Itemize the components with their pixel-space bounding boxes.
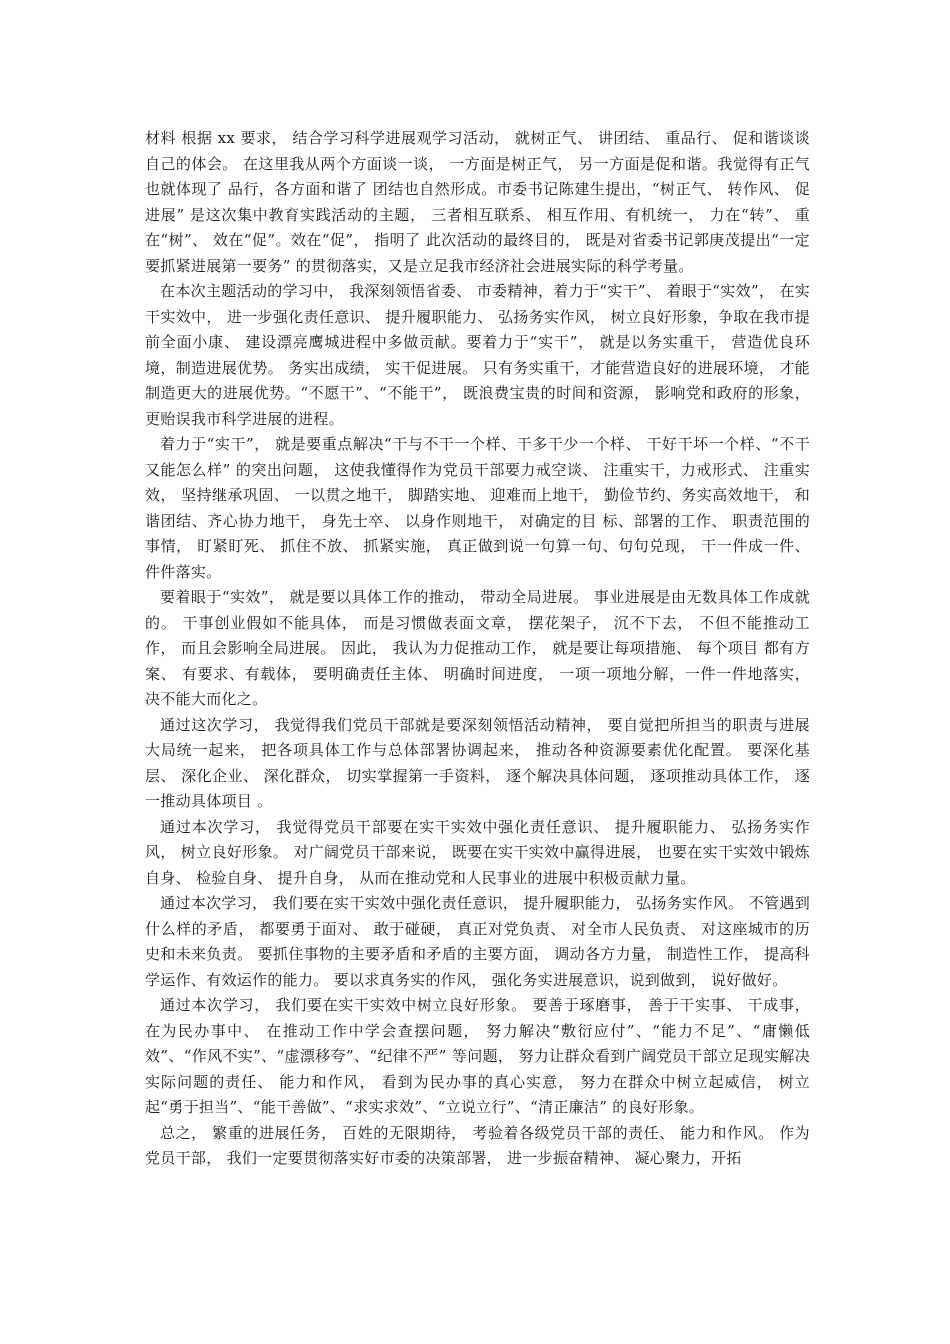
paragraph-3: 着力于“实干”， 就是要重点解决“干与不干一个样、干多干少一个样、 干好干坏一个样、“不干又能怎么样” 的突出问题， 这使我懂得作为党员干部要力戒空谈、 注重实干，力戒形式、 注重实效， 坚持继承巩固、 一以贯之地干， 脚踏实地、 迎难而上地干， 勤俭节约、务实高效地干， 和谐团结、齐心协力地干， 身先士卒、 以身作则地干， 对确定的目 标、部署的工作、 职责范围的事情， 盯紧盯死、 抓住不放、 抓紧实施， 真正做到说一句算一句、句句兑现， 干一件成一件、件件落实。 <box>145 435 810 581</box>
paragraph-7: 通过本次学习， 我们要在实干实效中强化责任意识， 提升履职能力， 弘扬务实作风。 不管遇到什么样的矛盾， 都要勇于面对、 敢于碰硬， 真正对党负责、 对全市人民负责、 对这座城市的历史和未来负责。 要抓住事物的主要矛盾和矛盾的主要方面， 调动各方力量， 制造性工作， 提高科学运作、有效运作的能力。 要以求真务实的作风， 强化务实进展意识，说到做到， 说好做好。 <box>145 894 810 989</box>
paragraph-8: 通过本次学习， 我们要在实干实效中树立良好形象。 要善于琢磨事， 善于干实事、 干成事， 在为民办事中、 在推动工作中学会查摆问题， 努力解决“敷衍应付”、“能力不足”、“庸懒低效”、“作风不实”、“虚漂移夸”、“纪律不严” 等问题， 努力让群众看到广阔党员干部立足现实解决实际问题的责任、 能力和作风， 看到为民办事的真心实意， 努力在群众中树立起威信， 树立起“勇于担当”、“能干善做”、“求实求效”、“立说立行”、“清正廉洁” 的良好形象。 <box>145 996 810 1116</box>
paragraph-4: 要着眼于“实效”， 就是要以具体工作的推动， 带动全局进展。 事业进展是由无数具体工作成就的。 干事创业假如不能具体， 而是习惯做表面文章， 摆花架子， 沉不下去， 不但不能推动工作， 而且会影响全局进展。 因此， 我认为力促推动工作， 就是要让每项措施、 每个项目 都有方案、 有要求、有载体， 要明确责任主体、 明确时间进度， 一项一项地分解，一件一件地落实， 决不能大而化之。 <box>145 588 810 708</box>
document-body <box>145 126 810 1172</box>
paragraph-6: 通过本次学习， 我觉得党员干部要在实干实效中强化责任意识、 提升履职能力、 弘扬务实作风， 树立良好形象。 对广阔党员干部来说， 既要在实干实效中赢得进展， 也要在实干实效中锻炼自身、 检验自身、 提升自身， 从而在推动党和人民事业的进展中积极贡献力量。 <box>145 817 810 887</box>
paragraph-9: 总之， 繁重的进展任务， 百姓的无限期待， 考验着各级党员干部的责任、 能力和作风。 作为党员干部， 我们一定要贯彻落实好市委的决策部署， 进一步振奋精神、 凝心聚力，开拓 <box>145 1123 810 1167</box>
paragraph-1: 材料 根据 xx 要求， 结合学习科学进展观学习活动， 就树正气、 讲团结、 重品行、 促和谐谈谈自己的体会。 在这里我从两个方面谈一谈， 一方面是树正气， 另一方面是促和谐。我觉得有正气也就体现了 品行，各方面和谐了 团结也自然形成。市委书记陈建生提出，“树正气、 转作风、 促进展” 是这次集中教育实践活动的主题， 三者相互联系、 相互作用、有机统一， 力在“转”、 重在“树”、 效在“促”。效在“促”， 指明了 此次活动的最终目的， 既是对省委书记郭庚茂提出“一定要抓紧进展第一要务” 的贯彻落实，又是立足我市经济社会进展实际的科学考量。 <box>145 129 810 275</box>
paragraph-5: 通过这次学习， 我觉得我们党员干部就是要深刻领悟活动精神， 要自觉把所担当的职责与进展大局统一起来， 把各项具体工作与总体部署协调起来， 推动各种资源要素优化配置。 要深化基层、 深化企业、 深化群众， 切实掌握第一手资料， 逐个解决具体问题， 逐项推动具体工作， 逐一推动具体项目 。 <box>145 715 810 810</box>
paragraph-2: 在本次主题活动的学习中， 我深刻领悟省委、 市委精神，着力于“实干”、 着眼于“实效”， 在实干实效中， 进一步强化责任意识、 提升履职能力、 弘扬务实作风， 树立良好形象，争取在我市提前全面小康、 建设漂亮鹰城进程中多做贡献。要着力于“实干”， 就是以务实重干， 营造优良环境，制造进展优势。 务实出成绩， 实干促进展。 只有务实重干，才能营造良好的进展环境， 才能制造更大的进展优势。“不愿干”、“不能干”， 既浪费宝贵的时间和资源， 影响党和政府的形象， 更贻误我市科学进展的进程。 <box>145 282 810 428</box>
